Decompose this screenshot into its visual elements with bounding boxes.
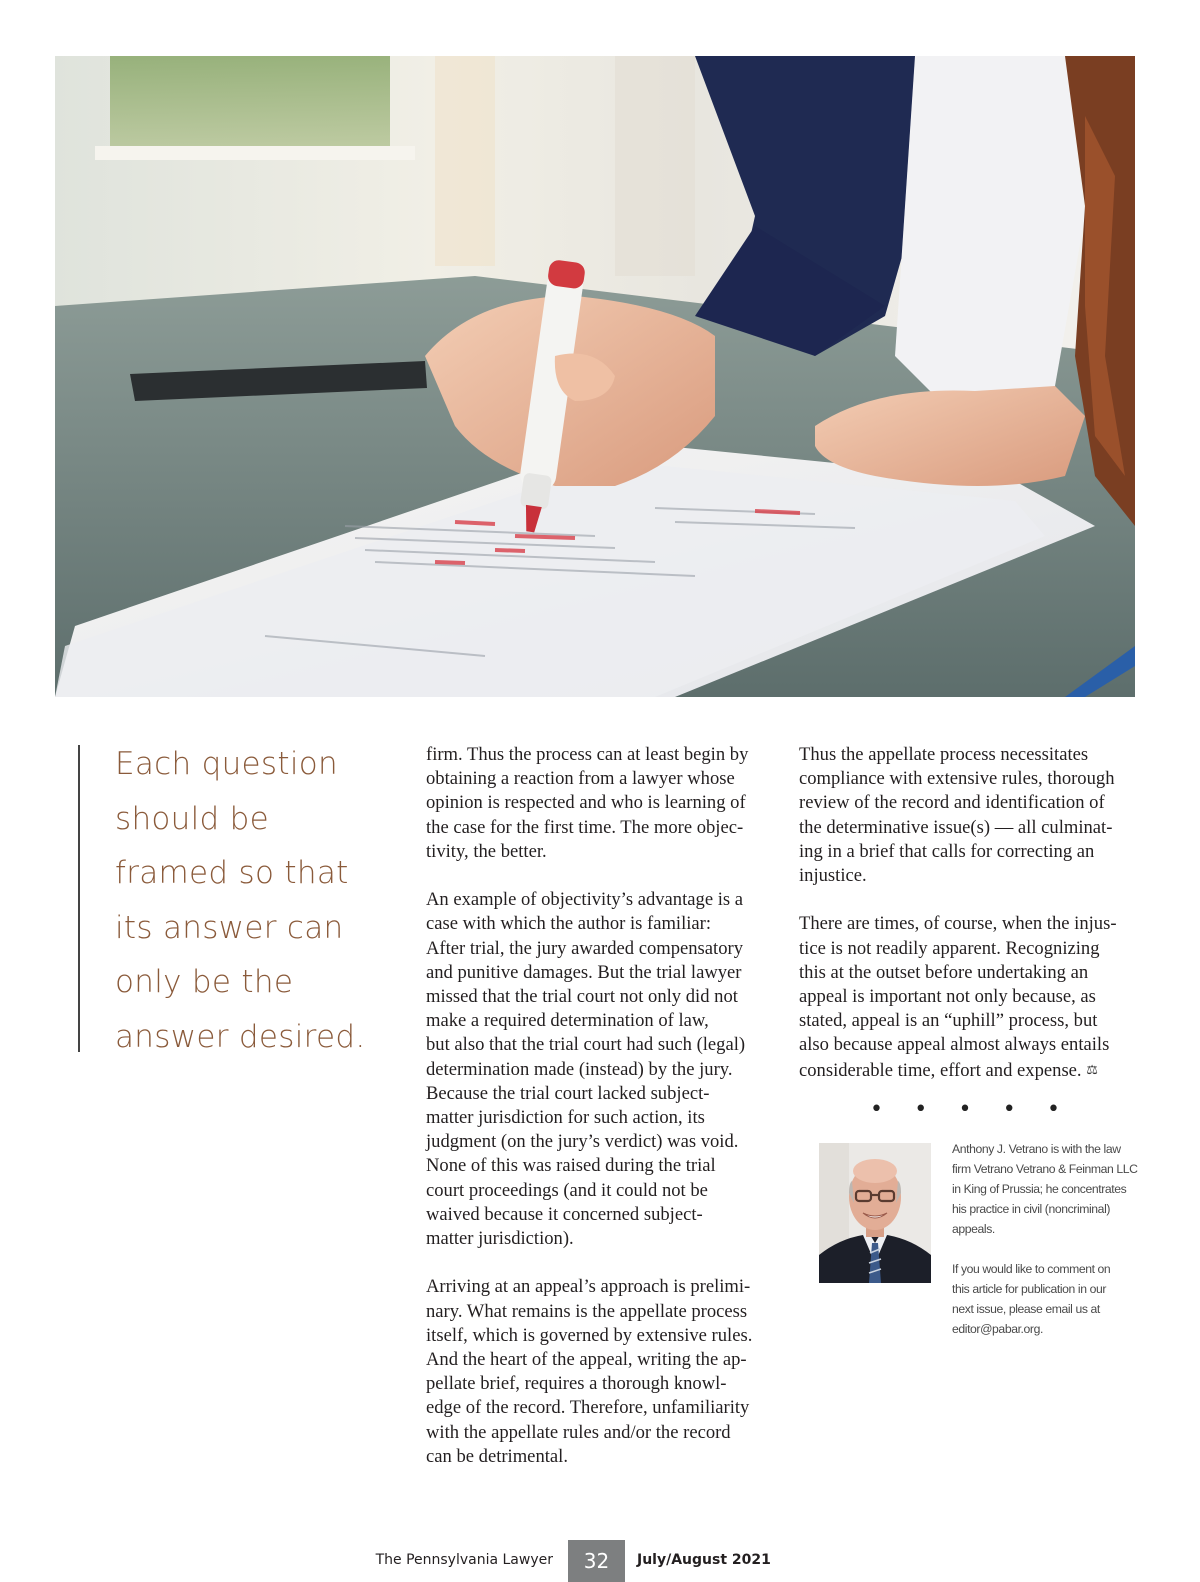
paragraph-gap <box>799 888 1134 912</box>
pull-quote-line: Each question <box>115 746 338 782</box>
pull-quote <box>115 737 385 1064</box>
bio-line: next issue, please email us at <box>952 1302 1100 1316</box>
article-column-2 <box>426 743 766 1469</box>
text-line: An example of objectivity’s advantage is a <box>426 889 744 911</box>
text-line: injustice. <box>799 865 867 887</box>
bio-paragraph <box>952 1139 1138 1239</box>
text-line: the case for the first time. The more objec- <box>426 816 744 838</box>
text-line: There are times, of course, when the injus- <box>799 913 1117 935</box>
text-line: obtaining a reaction from a lawyer whose <box>426 768 735 790</box>
text-line: court proceedings (and it could not be <box>426 1179 708 1201</box>
separator-dot: • <box>914 1097 928 1122</box>
author-photo <box>819 1143 931 1283</box>
pull-quote-line: its answer can <box>115 909 344 946</box>
text-line: Because the trial court lacked subject- <box>426 1082 710 1104</box>
author-portrait <box>819 1143 931 1283</box>
text-line: appeal is important not only because, as <box>799 986 1096 1008</box>
text-line: but also that the trial court had such (legal) <box>426 1034 746 1056</box>
footer-page-number: 32 <box>568 1540 625 1582</box>
separator-dot: • <box>870 1097 883 1122</box>
text-line: opinion is respected and who is learning of <box>426 792 746 814</box>
paragraph <box>426 888 766 1251</box>
separator-dot: • <box>1047 1097 1060 1122</box>
author-bio <box>952 1139 1138 1339</box>
text-line: judgment (on the jury’s verdict) was void. <box>426 1131 739 1153</box>
text-line: Arriving at an appeal’s approach is prelimi- <box>426 1276 751 1298</box>
paragraph-gap <box>426 864 766 888</box>
hero-photo <box>55 56 1135 697</box>
paragraph-gap <box>426 1251 766 1275</box>
paragraph-gap <box>952 1239 1132 1259</box>
text-line: Thus the appellate process necessitates <box>799 744 1089 765</box>
pull-quote-line: answer desired. <box>115 1018 366 1055</box>
paragraph <box>426 1275 766 1469</box>
text-line: waived because it concerned subject- <box>426 1203 703 1225</box>
text-line: with the appellate rules and/or the record <box>426 1421 731 1443</box>
bio-line: in King of Prussia; he concentrates <box>952 1182 1127 1196</box>
text-line-content: considerable time, effort and expense. <box>799 1059 1082 1081</box>
text-line: and punitive damages. But the trial lawyer <box>426 961 742 983</box>
pull-quote-rule <box>78 745 80 1052</box>
hero-photo-illustration <box>55 56 1135 697</box>
text-line: matter jurisdiction). <box>426 1228 574 1250</box>
bio-line: Anthony J. Vetrano is with the law <box>952 1142 1121 1156</box>
footer-publication-name: The Pennsylvania Lawyer <box>375 1552 553 1568</box>
bio-line: appeals. <box>952 1222 995 1236</box>
text-line <box>799 1058 1134 1083</box>
scales-of-justice-icon: ⚖ <box>1086 1061 1098 1077</box>
bio-line: If you would like to comment on <box>952 1262 1111 1276</box>
text-line: also because appeal almost always entails <box>799 1034 1110 1056</box>
article-column-3 <box>799 743 1134 1083</box>
text-line: And the heart of the appeal, writing the ap- <box>426 1349 747 1371</box>
bio-email[interactable]: editor@pabar.org. <box>952 1322 1043 1336</box>
bio-paragraph <box>952 1259 1132 1339</box>
separator-dot: • <box>958 1097 972 1122</box>
text-line: nary. What remains is the appellate process <box>426 1300 748 1322</box>
text-line: can be detrimental. <box>426 1445 568 1467</box>
text-line: review of the record and identification of <box>799 792 1105 814</box>
paragraph <box>426 743 766 864</box>
bio-line: this article for publication in our <box>952 1282 1107 1296</box>
text-line: matter jurisdiction for such action, its <box>426 1107 705 1129</box>
section-separator <box>870 1097 1060 1122</box>
paragraph <box>799 743 1134 888</box>
bio-line: firm Vetrano Vetrano & Feinman LLC <box>952 1162 1138 1176</box>
text-line: missed that the trial court not only did not <box>426 986 738 1008</box>
text-line: pellate brief, requires a thorough knowl- <box>426 1373 727 1395</box>
bio-line: his practice in civil (noncriminal) <box>952 1202 1111 1216</box>
text-line: tice is not readily apparent. Recognizing <box>799 937 1100 959</box>
text-line: edge of the record. Therefore, unfamiliarity <box>426 1397 750 1419</box>
text-line: ing in a brief that calls for correcting an <box>799 840 1095 862</box>
pull-quote-line: framed so that <box>115 855 349 891</box>
text-line: this at the outset before undertaking an <box>799 961 1089 983</box>
text-line: make a required determination of law, <box>426 1010 709 1032</box>
text-line: the determinative issue(s) — all culminat- <box>799 816 1113 838</box>
text-line: determination made (instead) by the jury. <box>426 1058 733 1080</box>
text-line: stated, appeal is an “uphill” process, but <box>799 1010 1098 1032</box>
text-line: compliance with extensive rules, thorough <box>799 768 1115 790</box>
paragraph <box>799 912 1134 1082</box>
footer-issue-date: July/August 2021 <box>637 1552 771 1568</box>
pull-quote-line: only be the <box>115 964 294 1000</box>
pull-quote-line: should be <box>115 800 270 837</box>
text-line: firm. Thus the process can at least begin by <box>426 744 749 765</box>
text-line: tivity, the better. <box>426 840 547 862</box>
text-line: itself, which is governed by extensive rules. <box>426 1324 753 1346</box>
text-line: None of this was raised during the trial <box>426 1155 716 1177</box>
separator-dot: • <box>1002 1097 1016 1122</box>
text-line: After trial, the jury awarded compensatory <box>426 937 744 959</box>
text-line: case with which the author is familiar: <box>426 913 712 935</box>
